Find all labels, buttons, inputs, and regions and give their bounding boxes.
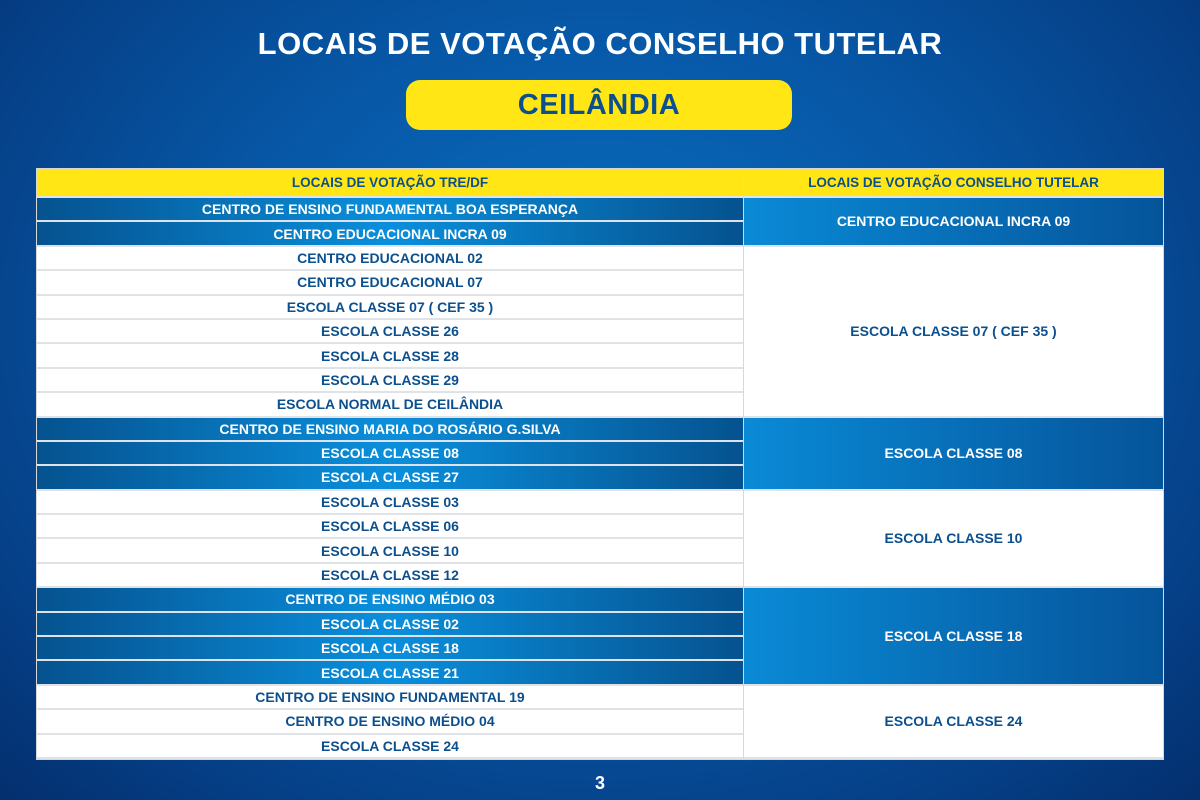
conselho-location-cell: CENTRO EDUCACIONAL INCRA 09 — [744, 198, 1163, 247]
table-row: ESCOLA CLASSE 03 — [37, 491, 743, 515]
conselho-location-cell: ESCOLA CLASSE 07 ( CEF 35 ) — [744, 247, 1163, 418]
table-row: ESCOLA CLASSE 10 — [37, 539, 743, 563]
region-badge: CEILÂNDIA — [406, 80, 792, 130]
header-ct: LOCAIS DE VOTAÇÃO CONSELHO TUTELAR — [744, 169, 1163, 198]
table-row: CENTRO DE ENSINO MÉDIO 04 — [37, 710, 743, 734]
table-row: ESCOLA CLASSE 12 — [37, 564, 743, 588]
table-row: ESCOLA CLASSE 24 — [37, 735, 743, 759]
table-row: ESCOLA CLASSE 07 ( CEF 35 ) — [37, 296, 743, 320]
table-row: ESCOLA CLASSE 29 — [37, 369, 743, 393]
table-row: CENTRO DE ENSINO MARIA DO ROSÁRIO G.SILVA — [37, 418, 743, 442]
table-row: ESCOLA CLASSE 26 — [37, 320, 743, 344]
table-row: ESCOLA CLASSE 08 — [37, 442, 743, 466]
table-row: ESCOLA CLASSE 02 — [37, 613, 743, 637]
table-row: CENTRO EDUCACIONAL 07 — [37, 271, 743, 295]
conselho-location-cell: ESCOLA CLASSE 08 — [744, 418, 1163, 491]
table-row: CENTRO EDUCACIONAL 02 — [37, 247, 743, 271]
table-row: ESCOLA CLASSE 27 — [37, 466, 743, 490]
header-tre: LOCAIS DE VOTAÇÃO TRE/DF — [37, 169, 743, 198]
conselho-location-cell: ESCOLA CLASSE 24 — [744, 686, 1163, 759]
conselho-location-cell: ESCOLA CLASSE 18 — [744, 588, 1163, 686]
voting-table — [36, 168, 1164, 760]
column-divider — [743, 169, 744, 759]
table-row: ESCOLA CLASSE 28 — [37, 344, 743, 368]
table-row: CENTRO EDUCACIONAL INCRA 09 — [37, 222, 743, 246]
table-row: ESCOLA NORMAL DE CEILÂNDIA — [37, 393, 743, 417]
table-row: ESCOLA CLASSE 21 — [37, 661, 743, 685]
table-row: CENTRO DE ENSINO MÉDIO 03 — [37, 588, 743, 612]
page-number: 3 — [594, 773, 605, 793]
conselho-location-cell: ESCOLA CLASSE 10 — [744, 491, 1163, 589]
table-row: CENTRO DE ENSINO FUNDAMENTAL 19 — [37, 686, 743, 710]
table-row: CENTRO DE ENSINO FUNDAMENTAL BOA ESPERANÇA — [37, 198, 743, 222]
page-title: LOCAIS DE VOTAÇÃO CONSELHO TUTELAR — [257, 26, 943, 61]
table-row: ESCOLA CLASSE 18 — [37, 637, 743, 661]
table-row: ESCOLA CLASSE 06 — [37, 515, 743, 539]
